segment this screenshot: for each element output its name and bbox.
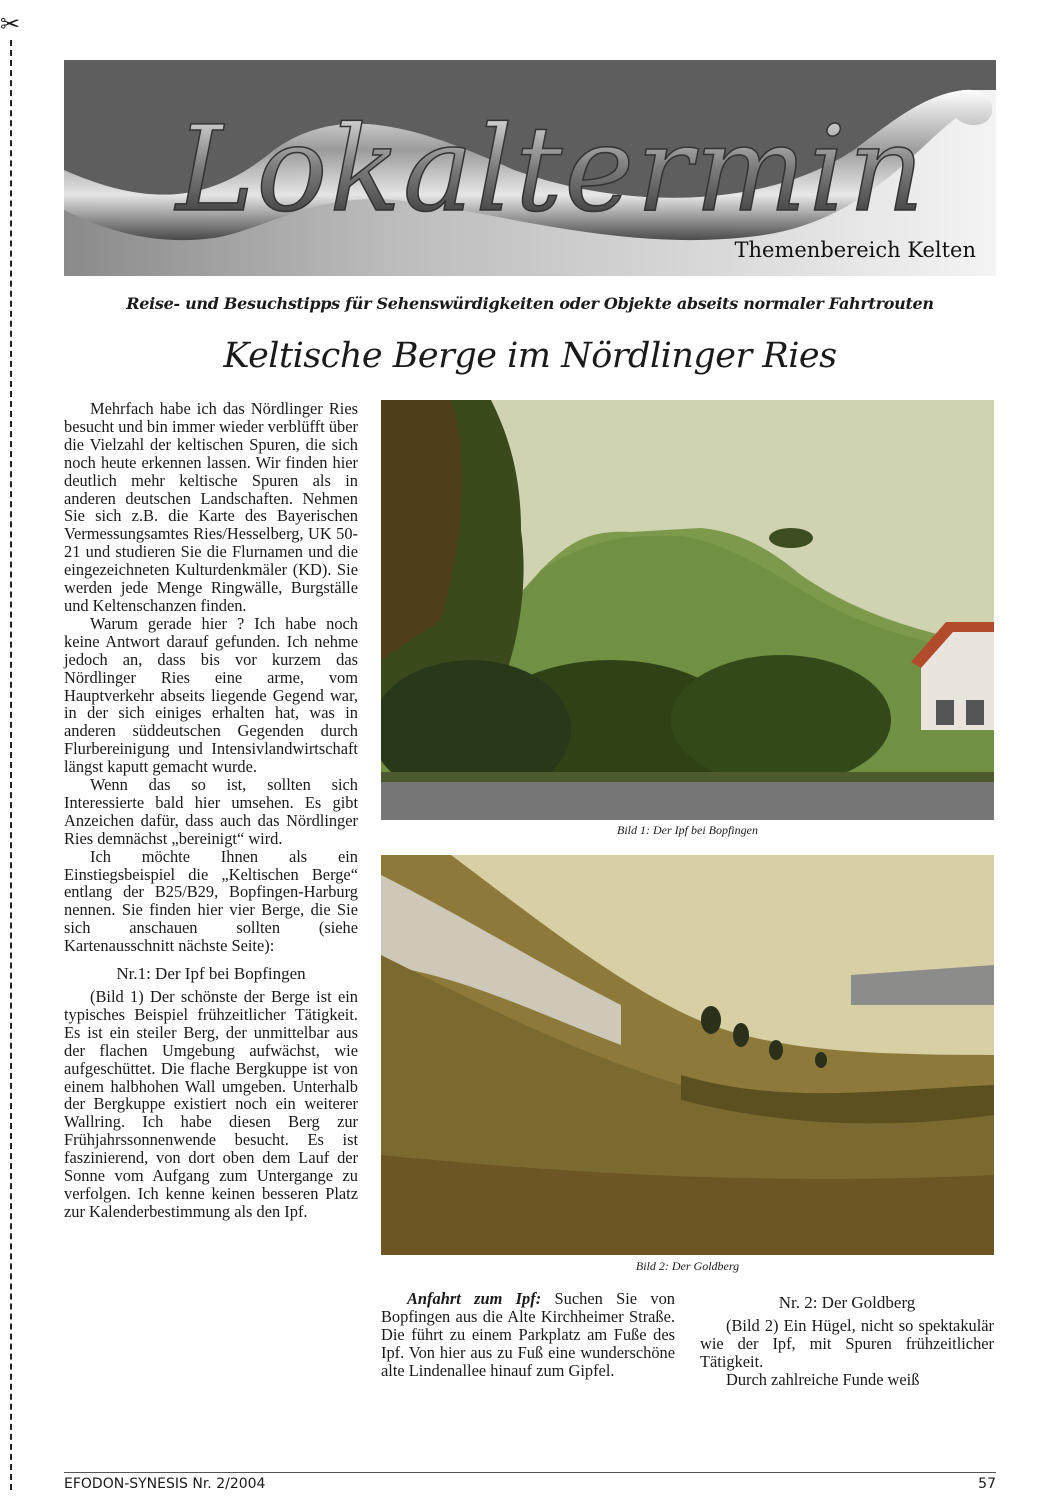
- banner: [64, 60, 996, 276]
- section-heading: Nr.1: Der Ipf bei Bopfingen: [116, 964, 306, 984]
- paragraph: (Bild 1) Der schönste der Berge ist ein typisches Beispiel frühzeitlicher Tätigkeit. Es ist ein steiler Berg, der unmittelbar aus der flachen Umgebung aufwächst, wie aufgeschüttet. Die flache Bergkuppe ist von einem halbhohen Wall umgeben. Unterhalb der Bergkuppe existiert noch ein weiterer Wallring. Ich habe diesen Berg zur Frühjahrssonnenwende besucht. Es ist faszinierend, von dort oben dem Lauf der Sonne vom Aufgang zum Untergange zu verfolgen. Ich kenne keinen besseren Platz zur Kalenderbestimmung als den Ipf.: [64, 987, 358, 1221]
- section-heading: Nr. 2: Der Goldberg: [778, 1293, 916, 1312]
- paragraph: Ich möchte Ihnen als ein Einstiegsbeispiel die „Keltischen Berge“ entlang der B25/B29, Bopfingen-Harburg nennen. Sie finden hier vier Berge, die Sie sich anschauen sollten (siehe Kartenausschnitt nächste Seite):: [64, 846, 358, 956]
- paragraph: Suchen Sie von Bopfingen aus die Alte Kirchheimer Straße. Die führt zu einem Parkplatz am Fuße des Ipf. Von hier aus zu Fuß eine wunderschöne alte Lindenallee hinauf zum Gipfel.: [381, 1289, 676, 1380]
- photo-ipf: [381, 400, 994, 820]
- subtitle: Reise- und Besuchstipps für Sehenswürdigkeiten oder Objekte abseits normaler Fahrtrouten: [126, 294, 934, 313]
- theme-label: Themenbereich Kelten: [734, 238, 976, 262]
- paragraph: Durch zahlreiche Funde weiß: [726, 1369, 920, 1389]
- paragraph: Warum gerade hier ? Ich habe noch keine Antwort darauf gefunden. Ich nehme jedoch an, dass bis vor kurzem das Nördlinger Ries eine arme, vom Hauptverkehr abseits liegende Gegend war, in der sich einiges erhalten hat, was in anderen süddeutschen Gegenden durch Flurbereinigung und Intensivlandwirtschaft längst kaputt gemacht wurde.: [64, 613, 358, 777]
- footer-rule: [64, 1472, 996, 1473]
- cut-line: [10, 40, 12, 1490]
- lead-in: Anfahrt zum Ipf:: [407, 1289, 542, 1308]
- photo-goldberg: [381, 855, 994, 1255]
- scissors-icon: ✂: [0, 10, 21, 38]
- page-number: 57: [978, 1476, 996, 1492]
- footer-publication: EFODON-SYNESIS Nr. 2/2004: [64, 1476, 266, 1492]
- photo-caption: Bild 2: Der Goldberg: [635, 1259, 740, 1273]
- left-column: [64, 400, 358, 1221]
- paragraph: Mehrfach habe ich das Nördlinger Ries besucht und bin immer wieder verblüfft über die Vielzahl der keltischen Spuren, die sich noch heute erkennen lassen. Wir finden hier deutlich mehr keltische Spuren als in anderen deutschen Landschaften. Nehmen Sie sich z.B. die Karte des Bayerischen Vermessungsamtes Ries/Hesselberg, UK 50-21 und studieren Sie die Flurnamen und die eingezeichneten Kulturdenkmäler (KD). Sie werden jede Menge Ringwälle, Burgställe und Keltenschanzen finden.: [64, 399, 358, 615]
- right-column: [700, 1290, 994, 1389]
- paragraph: Wenn das so ist, sollten sich Interessierte bald hier umsehen. Es gibt Anzeichen dafür, dass auch das Nördlinger Ries demnächst „bereinigt“ wird.: [64, 775, 358, 848]
- middle-column: [381, 1290, 675, 1380]
- paragraph: (Bild 2) Ein Hügel, nicht so spektakulär wie der Ipf, mit Spuren frühzeitlicher Tätigkeit.: [700, 1315, 994, 1371]
- page-title: Keltische Berge im Nördlinger Ries: [223, 336, 837, 376]
- logo-text: Lokaltermin: [176, 100, 927, 238]
- photo-caption: Bild 1: Der Ipf bei Bopfingen: [617, 823, 758, 837]
